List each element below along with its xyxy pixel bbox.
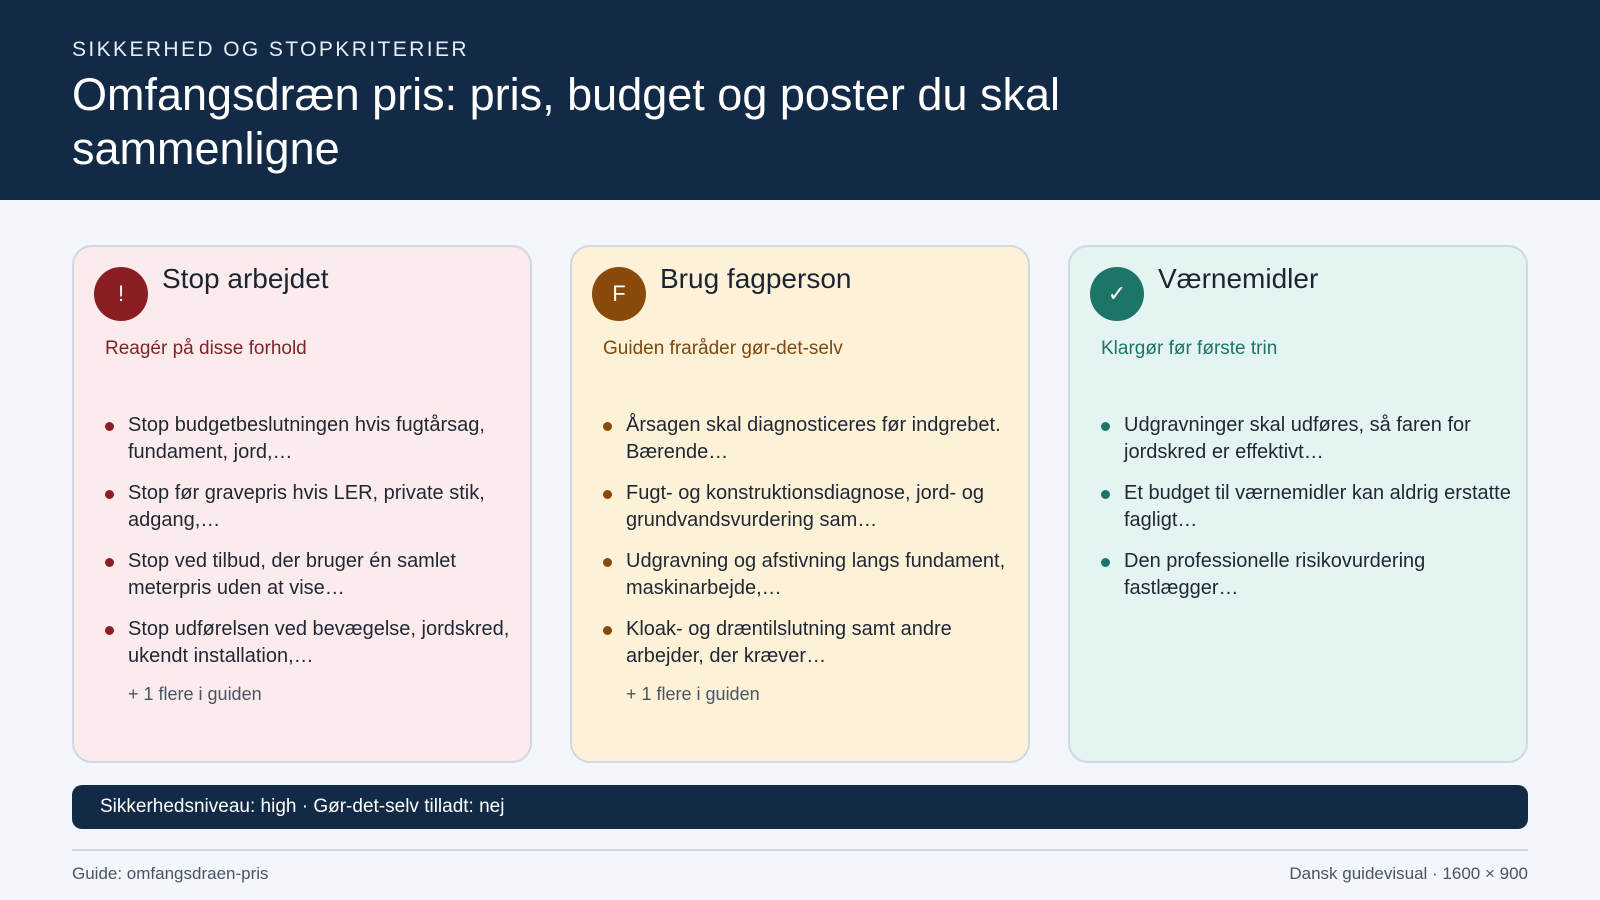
page-header (0, 0, 1600, 200)
list-item-text: Udgravning og afstivning langs fundament, maskinarbejde,… (626, 550, 1006, 599)
bullet-dot-icon (1101, 558, 1110, 567)
card-subtitle: Klargør før første trin (1101, 338, 1278, 359)
list-item (603, 616, 1013, 670)
bullet-dot-icon (1101, 422, 1110, 431)
bullet-dot-icon (105, 422, 114, 431)
page-eyebrow: SIKKERHED OG STOPKRITERIER (72, 38, 469, 61)
list-item-text: Stop før gravepris hvis LER, private stik, adgang,… (128, 482, 485, 531)
bullet-dot-icon (603, 558, 612, 567)
list-item (603, 548, 1013, 602)
exclamation-icon: ! (94, 267, 148, 321)
bullet-dot-icon (603, 626, 612, 635)
list-item (1101, 548, 1511, 602)
list-item (105, 480, 515, 534)
page-title: Omfangsdræn pris: pris, budget og poster du skal sammenligne (72, 69, 1061, 174)
card-stop-work (72, 245, 532, 763)
more-in-guide-note: + 1 flere i guiden (128, 684, 262, 704)
list-item-text: Fugt- og konstruktionsdiagnose, jord- og grundvandsvurdering sam… (626, 482, 984, 531)
bullet-dot-icon (603, 490, 612, 499)
card-item-list (603, 412, 1013, 684)
card-title: Værnemidler (1158, 263, 1319, 294)
list-item-text: Stop udførelsen ved bevægelse, jordskred, ukendt installation,… (128, 618, 510, 667)
list-item-text: Årsagen skal diagnosticeres før indgrebet. Bærende… (626, 414, 1001, 463)
card-title: Brug fagperson (660, 263, 852, 294)
bullet-dot-icon (603, 422, 612, 431)
bullet-dot-icon (105, 626, 114, 635)
list-item-text: Kloak- og dræntilslutning samt andre arbejder, der kræver… (626, 618, 952, 667)
list-item-text: Et budget til værnemidler kan aldrig erstatte fagligt… (1124, 482, 1511, 531)
list-item (105, 412, 515, 466)
safety-status-text: Sikkerhedsniveau: high · Gør-det-selv tilladt: nej (100, 796, 505, 817)
bullet-dot-icon (105, 558, 114, 567)
bullet-dot-icon (105, 490, 114, 499)
list-item-text: Stop ved tilbud, der bruger én samlet meterpris uden at vise… (128, 550, 456, 599)
card-title: Stop arbejdet (162, 263, 329, 294)
list-item (1101, 412, 1511, 466)
list-item (105, 548, 515, 602)
list-item (1101, 480, 1511, 534)
list-item (105, 616, 515, 670)
safety-status-bar (72, 785, 1528, 829)
letter-f-icon: F (592, 267, 646, 321)
footer-visual-info: Dansk guidevisual · 1600 × 900 (1289, 864, 1528, 883)
list-item (603, 412, 1013, 466)
footer-divider (72, 849, 1528, 851)
card-subtitle: Reagér på disse forhold (105, 338, 307, 359)
card-item-list (105, 412, 515, 684)
bullet-dot-icon (1101, 490, 1110, 499)
list-item-text: Den professionelle risikovurdering fastlægger… (1124, 550, 1426, 599)
card-protective-equipment (1068, 245, 1528, 763)
list-item (603, 480, 1013, 534)
list-item-text: Udgravninger skal udføres, så faren for jordskred er effektivt… (1124, 414, 1471, 463)
card-use-professional (570, 245, 1030, 763)
checkmark-icon: ✓ (1090, 267, 1144, 321)
more-in-guide-note: + 1 flere i guiden (626, 684, 760, 704)
card-item-list (1101, 412, 1511, 616)
footer-guide-label: Guide: omfangsdraen-pris (72, 864, 269, 883)
card-subtitle: Guiden fraråder gør-det-selv (603, 338, 843, 359)
list-item-text: Stop budgetbeslutningen hvis fugtårsag, fundament, jord,… (128, 414, 485, 463)
